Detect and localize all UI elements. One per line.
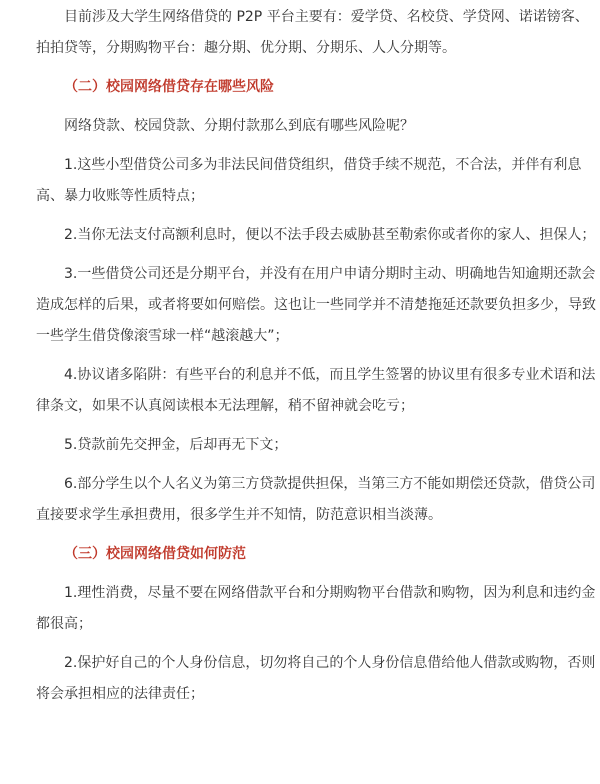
paragraph-risk-4: 4.协议诸多陷阱：有些平台的利息并不低，而且学生签署的协议里有很多专业术语和法律条文，如果不认真阅读根本无法理解，稍不留神就会吃亏； — [36, 367, 596, 414]
paragraph-prevention-1: 1.理性消费，尽量不要在网络借款平台和分期购物平台借款和购物，因为利息和违约金都很高； — [36, 585, 596, 632]
paragraph-prevention-2: 2.保护好自己的个人身份信息，切勿将自己的个人身份信息借给他人借款或购物，否则将会承担相应的法律责任； — [36, 655, 596, 702]
paragraph-risk-5: 5.贷款前先交押金，后却再无下文； — [64, 437, 288, 453]
paragraph-risks-intro: 网络贷款、校园贷款、分期付款那么到底有哪些风险呢？ — [64, 118, 414, 134]
article-body — [36, 0, 596, 710]
paragraph-platforms: 目前涉及大学生网络借贷的 P2P 平台主要有：爱学贷、名校贷、学贷网、诺诺镑客、拍拍贷等，分期购物平台：趣分期、优分期、分期乐、人人分期等。 — [36, 9, 589, 56]
section-heading-risks: （二）校园网络借贷存在哪些风险 — [64, 79, 274, 95]
paragraph-risk-3: 3.一些借贷公司还是分期平台，并没有在用户申请分期时主动、明确地告知逾期还款会造成怎样的后果，或者将要如何赔偿。这也让一些同学并不清楚拖延还款要负担多少，导致一些学生借贷像滚雪球一样“越滚越大”； — [36, 266, 596, 344]
section-heading-prevention: （三）校园网络借贷如何防范 — [64, 546, 246, 562]
paragraph-risk-6: 6.部分学生以个人名义为第三方贷款提供担保，当第三方不能如期偿还贷款，借贷公司直接要求学生承担费用，很多学生并不知情，防范意识相当淡薄。 — [36, 476, 596, 523]
paragraph-risk-1: 1.这些小型借贷公司多为非法民间借贷组织，借贷手续不规范，不合法，并伴有利息高、暴力收账等性质特点； — [36, 157, 582, 204]
paragraph-risk-2: 2.当你无法支付高额利息时，便以不法手段去威胁甚至勒索你或者你的家人、担保人； — [64, 227, 596, 243]
